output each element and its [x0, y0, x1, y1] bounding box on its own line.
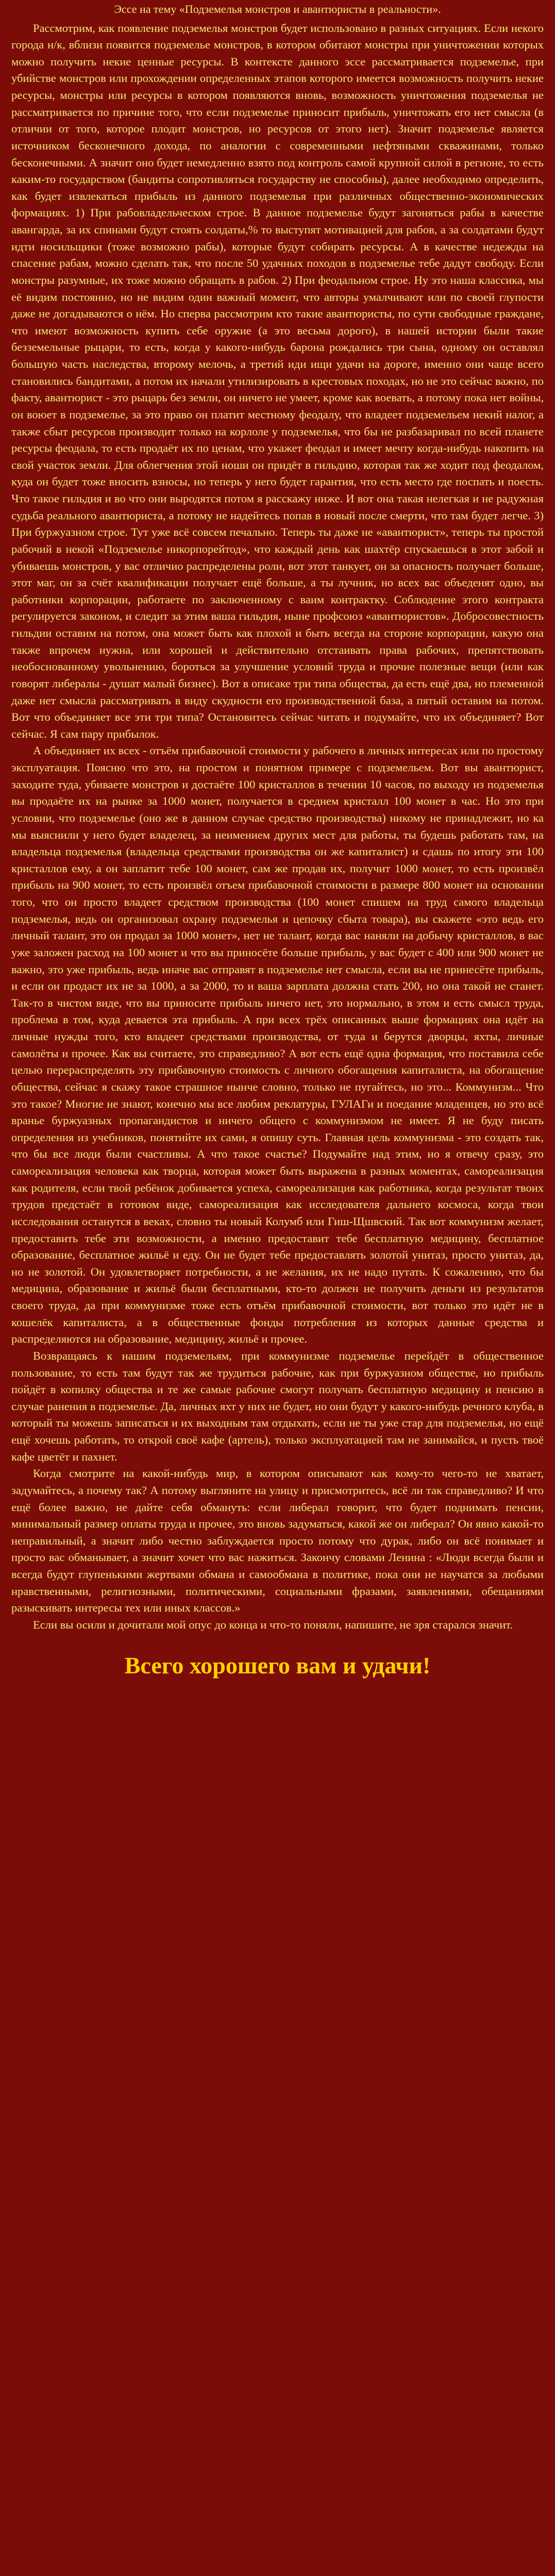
essay-paragraph: Когда смотрите на какой-нибудь мир, в котором описывают как кому-то чего-то не хватает, задумайтесь, а почему так? А потому выгляните на улицу и присмотритесь, всё ли так справедливо? И что ещё более важно, не дайте себя обмануть: если либерал говорит, что будет поднимать пенсии, минимальный размер оплаты труда и прочее, это вновь задуматься, какой же он либерал? Он явно какой-то неправильный, а значит либо честно заблуждается просто потому что дурак, либо он всё понимает и просто вас обманывает, а значит хочет что вас нажиться. Закончу словами Ленина : «Люди всегда были и всегда будут глупенькими жертвами обмана и самообмана в политике, пока они не научатся за любыми нравственными, религиозными, политическими, социальными фразами, заявлениями, обещаниями разыскивать интересы тех или иных классов.»: [11, 1467, 544, 1615]
essay-paragraph: Возвращаясь к нашим подземельям, при коммунизме подземелье перейдёт в общественное пользование, то есть там будут так же трудиться рабочие, как при буржуазном обществе, но прибыль пойдёт в копилку общества и те же самые рабочие смогут получать бесплатную медицину и пенсию в случае ранения в подземелье. Да, личных яхт у них не будет, но они будут у какого-нибудь речного клуба, в который ты можешь записаться и их выходным там отдыхать, если не ты уже стар для подземелья, но ещё ещё хочешь работать, то открой своё кафе (артель), только эксплуатацией там не занимайся, и пусть твоё кафе цветёт и пахнет.: [11, 1349, 544, 1463]
essay-paragraph: Рассмотрим, как появление подземелья монстров будет использовано в разных ситуациях. Если некого города н/к, вблизи появится подземелье монстров, в котором обитают монстры при уничтожении которых можно получить некие ценные ресурсы. В контексте данного эссе рассматривается подземелье, при убийстве монстров или прохождении определенных этапов которого имеется возможность получить некие ресурсы, монстры или ресурсы в котором появляются вновь, возможность уничтожения подземелья не рассматривается по причине того, что если подземелье приносит прибыль, уничтожать его нет смысла (в отличии от того, которое плодит монстров, но ресурсов от этого нет). Значит подземелье является источником бесконечного дохода, по аналогии с современными нефтяными скважинами, только бесконечными. А значит оно будет немедленно взято под контроль самой крупной силой в регионе, то есть каким-то государством (бандиты сопротивляться государству не способны), далее необходимо определить, как будет извлекаться прибыль из данного подземелья при различных общественно-экономических формациях. 1) При рабовладельческом строе. В данное подземелье будут загоняться рабы в качестве авангарда, за их спинами будут стоять солдаты,% то выступят мотивацией для рабов, а за солдатами будут идти носильщики (тоже возможно рабы), которые будут собирать ресурсы. А в качестве недежды на спасение рабам, можно сделать так, что после 50 удачных походов в подземелье тебе дадут свободу. Если монстры разумные, их тоже можно обращать в рабов. 2) При феодальном строе. Ну это наша классика, мы её видим постоянно, но не видим один важный момент, что авторы умалчивают или по своей глупости даже не догадываются о нём. Но сперва рассмотрим кто такие авантюристы, по сути свободные граждане, что имеют возможность купить себе оружие (а это весьма дорого), в нашей истории были такие безземельные рыцари, то есть, когда у какого-нибудь барона рождались три сына, одному он оставлял большую часть наследства, второму мелочь, а третий иди ищи удачи на дороге, именно они чаще всего становились бандитами, а потом их начали утилизировать в крестовых походах, но не это сейчас важно, по факту, авантюрист - это рыцарь без земли, он ничего не умеет, кроме как воевать, а потому пока нет войны, он воюет в подземелье, за это право он платит местному феодалу, что владеет подземельем некий налог, а также сбыт ресурсов производит только на корлоле у подземелья, что бы не разбазаривал по всей планете ресурсы феодала, то есть продаёт их по ценам, что укажет феодал и имеет мечту когда-нибудь накопить на свой участок земли. Для облегчения этой ноши он придёт в гильдию, которая так же ходит под феодалом, куда он будет тоже вносить взносы, но теперь у него будет гарантия, что есть место где поспать и поесть. Что такое гильдия и во что они выродятся потом я расскажу ниже. И вот она такая нелегкая и не радужная судьба реального авантюриста, а потому не надейтесь попав в новый после смерти, что там будет легче. 3) При буржуазном строе. Тут уже всё совсем печально. Теперь ты даже не «авантюрист», теперь ты простой рабочий в некой «Подземелье никорпорейтод», что каждый день как шахтёр спускаешься в этот забой и убиваешь монстров, у вас отличио распределены роли, вот этот танкует, он за опасность получает больше, этот маг, он за счёт квалификации получает ещё больше, а ты лучник, но всех вас объеденят одно, вы работники корпорации, работаете по заключенному с ваим контрактку. Соблюдение этого контракта регулируется законом, и следит за этим ваша гильдия, ныне профсоюз «авантюристов». Добросовестность гильдии оставим на потом, она может быть как плохой и быть всегда на стороне корпорации, какую она также впрочем нужна, или хорошей и действительно отстаивать права рабочих, препятствовать необоснованному увольнению, бороться за улучшение условий труда и прочие полезные вещи (или как говорят либералы - душат малый бизнес). Вот в описаке три типа общества, да есть ещё два, но племенной даже нет смысла рассматривать в виду скудности его производственной база, а пятый оставим на потом. Вот что объединяет все эти три типа? Остановитесь сейчас читать и подумайте, что их объединяет? Вот сейчас. Я сам пару прибылок.: [11, 21, 544, 740]
essay-title: Эссе на тему «Подземелья монстров и авантюристы в реальности».: [114, 3, 441, 15]
essay-paragraph: А объединяет их всех - отъём прибавочной стоимости у рабочего в личных интересах или по простому эксплуатация. Поясню что это, на простом и понятном примере с подземельем. Вот вы авантюрист, заходите туда, убиваете монстров и достаёте 100 кристаллов в течении 10 часов, по выходу из подземелья вы продаёте их на рынке за 1000 монет, получается в среднем кристалл 100 монет в час. Но это при условии, что подземелье (оно же в данном случае средство производства) никому не принадлежит, но ка мы выяснили у него будет владелец, за неимением других мест для работы, ты будешь работать там, на владельца подземелья (владельца средствами производства он же капиталист) и сдашь по итогу эти 100 кристаллов ему, а он заплатит тебе 100 монет, сам же продав их, получит 1000 монет, то есть произвёл прибыль на 900 монет, то есть произвёл отъем прибавочной стоимости в размере 800 монет на основании того, что он просто владеет средством производства (100 монет спишем на труд самого владельца подземелья, ведь он организовал охрану подземелья и цепочку сбыта товара), вы скажете «это ведь его личный талант, это он продал за 1000 монет», нет не талант, когда вас наняли на добычу кристаллов, в вас уже заложен расход на 100 монет и что вы приносёте больше прибыль, у вас будет с 400 или 900 монет не важно, это уже прибыль, ведь иначе вас отправят в подземелье нет смысла, если вы не принесёте прибыль, и если он продаст их не за 1000, а за 2000, то и ваша зарплата должна стать 200, но она такой не станет. Так-то в чистом виде, что вы приносите прибыль ничего нет, это нормально, в этом и есть смысл труда, проблема в том, куда девается эта прибыль. А при всех трёх описанных выше формациях она идёт на личные нужды того, кто владеет средствами производства, от туда и берутся дворцы, яхты, личные самолёты и прочее. Как вы считаете, это справедливо? А вот есть ещё одна формация, что поставила себе целью перераспределять эту прибавочную стоимость с личного обогащения капиталиста, на обогащение общества, сейчас я скажу такое страшное нынче словно, только не пугайтесь, но это... Коммунизм... Что это такое? Многие не знают, конечно мы все любим реклатуры, ГУЛАГи и поедание младенцев, но это всё вранье буржуазных пропагандистов и ничего общего с коммунизмом не имеет. Я не буду писать определения из учебников, понятийте их сами, я опишу суть. Главная цель коммунизма - это создать так, что бы все люди были счастливы. А что такое счастье? Подумайте над этим, но я отвечу сразу, это самореализация человека как творца, которая может быть выражена в разных моментах, самореализация как родителя, если твой ребёнок добивается успеха, самореализация как работника, когда результат твоих трудов предстаёт в готовом виде, самореализация как исследователя дальнего космоса, когда твои исследования останутся в веках, словно ты новый Колумб или Гиш-Щшвский. Так вот коммунизм желает, предоставить тебе эти возможности, а именно предоставит тебе бесплатную медицину, бесплатное образование, бесплатное жильё и еду. Он не будет тебе предоставлять золотой унитаз, просто унитаз, да, но не золотой. Он удовлетворяет потребности, а не желания, их не надо путать. К сожалению, что бы медицина, образование и жильё были бесплатными, кто-то должен не получить деньги из результатов своего труда, да при коммунизме тоже есть отъём прибавочной стоимости, вот только это идёт не в кошелёк капиталиста, а в общественные фонды потребления из которых данные средства и распределяются на образование, медицину, жильё и прочее.: [11, 744, 544, 1346]
essay-paragraph: Если вы осили и дочитали мой опус до конца и что-то поняли, напишите, не зря старался значит.: [33, 1618, 513, 1631]
farewell-banner: Всего хорошего вам и удачи!: [124, 1652, 431, 1679]
